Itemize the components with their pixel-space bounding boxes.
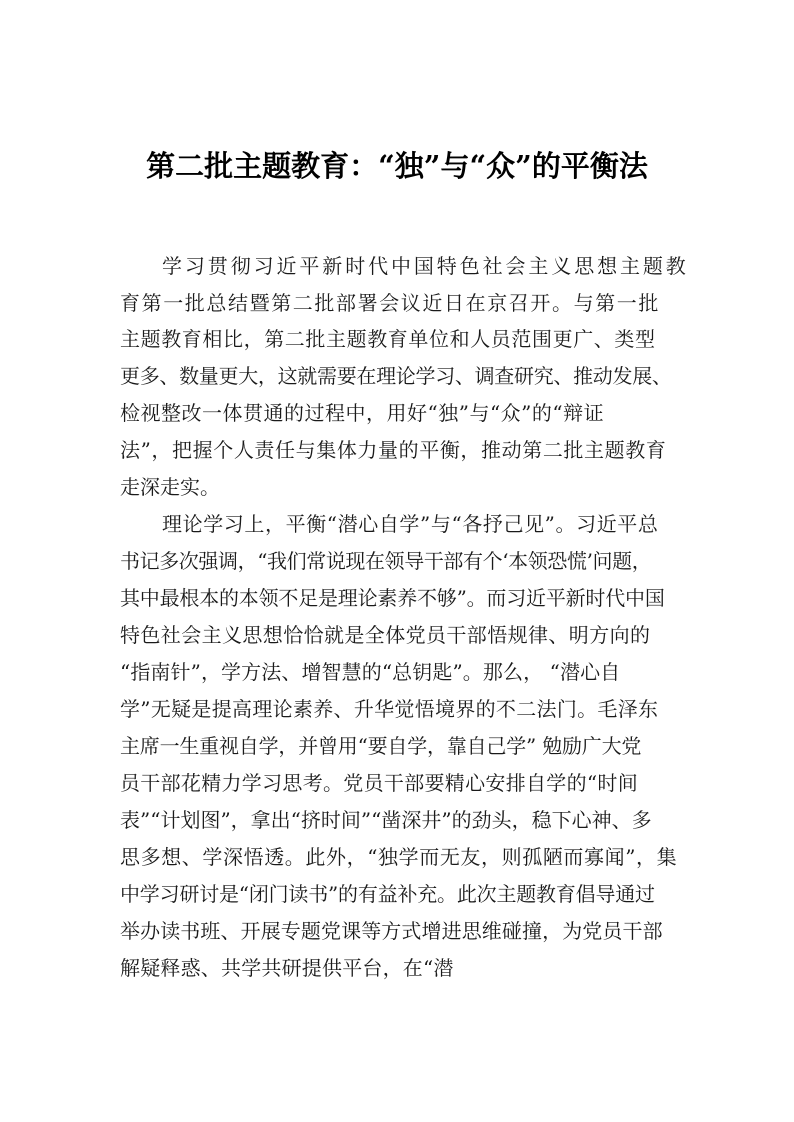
paragraph-line: 解疑释惑、共学共研提供平台，在“潜 (120, 956, 454, 980)
paragraph-line: 主席一生重视自学，并曾用“要自学，靠自己学” 勉励广大党 (120, 734, 642, 758)
document-title: 第二批主题教育：“独”与“众”的平衡法 (146, 149, 648, 183)
paragraph-line: 表”“计划图”，拿出“挤时间”“凿深井”的劲头，稳下心神、多 (120, 808, 652, 832)
paragraph-line: 员干部花精力学习思考。党员干部要精心安排自学的“时间 (120, 771, 639, 795)
paragraph-line: 主题教育相比，第二批主题教育单位和人员范围更广、类型 (120, 327, 656, 351)
paragraph-line: 更多、数量更大，这就需要在理论学习、调查研究、推动发展、 (120, 364, 672, 388)
paragraph-line: 其中最根本的本领不足是理论素养不够”。而习近平新时代中国 (120, 586, 665, 610)
paragraph-line: 学习贯彻习近平新时代中国特色社会主义思想主题教 (162, 254, 689, 278)
paragraph-line: “指南针”，学方法、增智慧的“总钥匙”。那么， “潜心自 (120, 660, 621, 684)
paragraph-line: 育第一批总结暨第二批部署会议近日在京召开。与第一批 (120, 291, 660, 315)
paragraph-line: 举办读书班、开展专题党课等方式增进思维碰撞，为党员干部 (120, 919, 663, 943)
paragraph-line: 理论学习上，平衡“潜心自学”与“各抒己见”。习近平总 (162, 512, 659, 536)
paragraph-line: 走深走实。 (120, 475, 220, 499)
paragraph-line: 学”无疑是提高理论素养、升华觉悟境界的不二法门。毛泽东 (120, 697, 659, 721)
paragraph-line: 思多想、学深悟透。此外，“独学而无友，则孤陋而寡闻”，集 (120, 845, 678, 869)
paragraph-line: 书记多次强调，“我们常说现在领导干部有个‘本领恐慌’问题， (120, 549, 652, 573)
paragraph-line: 特色社会主义思想恰恰就是全体党员干部悟规律、明方向的 (120, 623, 651, 647)
paragraph-line: 中学习研讨是“闭门读书”的有益补充。此次主题教育倡导通过 (120, 882, 655, 906)
paragraph-line: 检视整改一体贯通的过程中，用好“独”与“众”的“辩证 (120, 401, 605, 425)
paragraph-line: 法”，把握个人责任与集体力量的平衡，推动第二批主题教育 (120, 438, 667, 462)
